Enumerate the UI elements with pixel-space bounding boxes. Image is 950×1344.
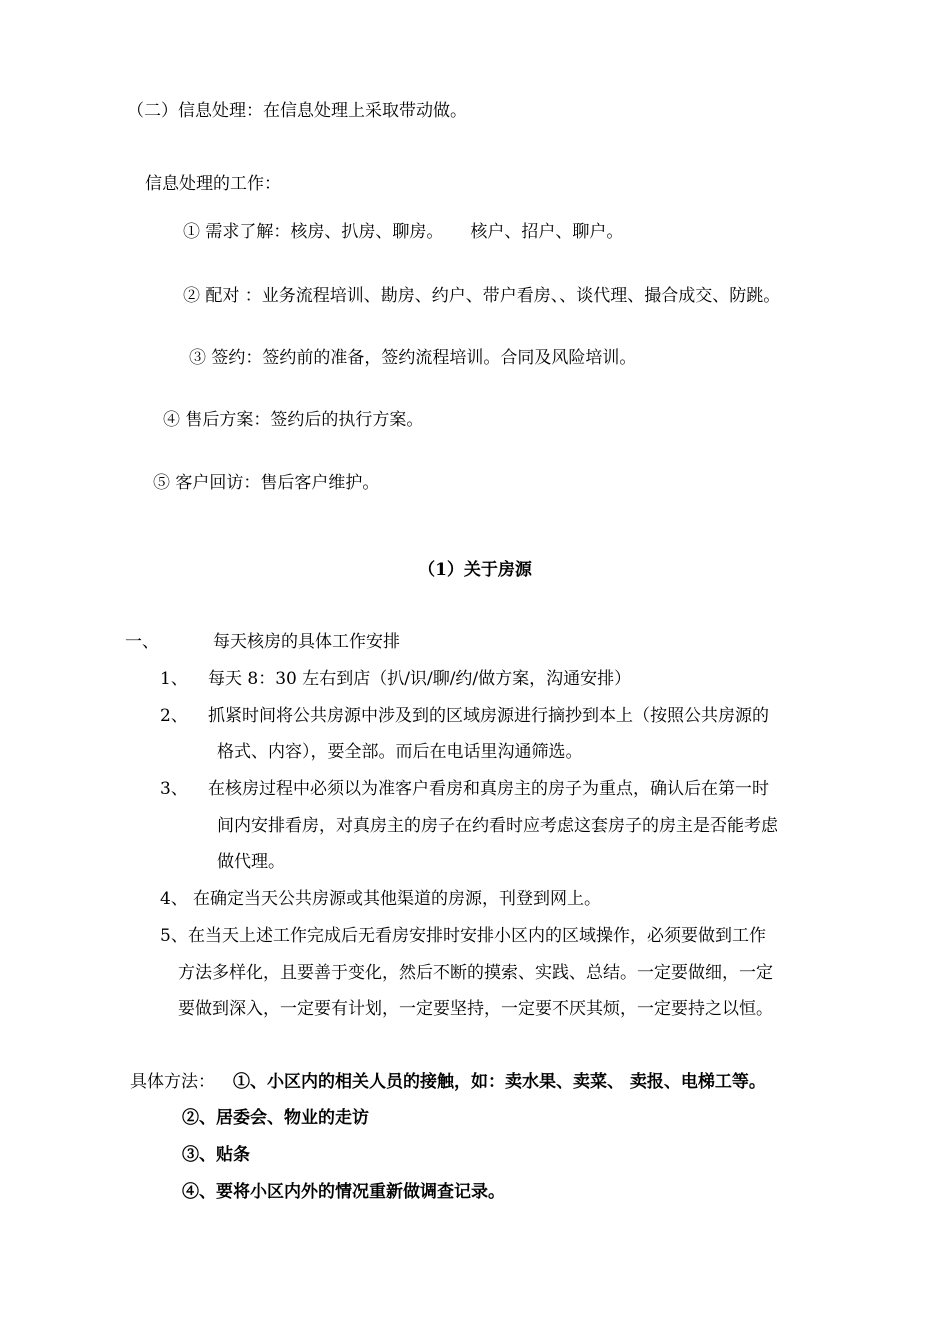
work-title: 信息处理的工作：: [145, 174, 281, 194]
methods-label: 具体方法：: [130, 1072, 215, 1092]
item-text: 要做到深入，一定要有计划，一定要坚持，一定要不厌其烦，一定要持之以恒。: [178, 999, 773, 1019]
item-text: 方法多样化，且要善于变化，然后不断的摸索、实践、总结。一定要做细，一定: [178, 963, 773, 983]
method-item: ①、小区内的相关人员的接触，如：卖水果、卖菜、 卖报、电梯工等。: [233, 1072, 766, 1092]
item-number: 5、: [160, 926, 188, 946]
method-item: ④、要将小区内外的情况重新做调查记录。: [182, 1182, 505, 1202]
item-text: 在确定当天公共房源或其他渠道的房源，刊登到网上。: [193, 889, 601, 909]
method-item: ③、贴条: [182, 1145, 250, 1165]
item-text: 在当天上述工作完成后无看房安排时安排小区内的区域操作，必须要做到工作: [188, 926, 766, 946]
item-number: 3、: [160, 779, 188, 799]
item-text: 做代理。: [217, 852, 285, 872]
method-item: ②、居委会、物业的走访: [182, 1108, 369, 1128]
item-text: 抓紧时间将公共房源中涉及到的区域房源进行摘抄到本上（按照公共房源的: [208, 706, 769, 726]
item-text: 在核房过程中必须以为准客户看房和真房主的房子为重点，确认后在第一时: [208, 779, 769, 799]
section-heading: （二）信息处理：在信息处理上采取带动做。: [127, 101, 467, 121]
item-text: 格式、内容），要全部。而后在电话里沟通筛选。: [217, 742, 583, 762]
item-number: 1、: [160, 669, 188, 689]
list-item: ② 配对 ：业务流程培训、勘房、约户、带户看房、、谈代理、撮合成交、防跳。: [183, 286, 781, 306]
list-item: ⑤ 客户回访：售后客户维护。: [153, 473, 380, 493]
item-number: 4、: [160, 889, 188, 909]
item-number: 2、: [160, 706, 188, 726]
item-text: 每天 8：30 左右到店（扒/识/聊/约/做方案，沟通安排）: [208, 669, 632, 689]
list-item: ③ 签约：签约前的准备，签约流程培训。合同及风险培训。: [189, 348, 637, 368]
part-number: 一、: [125, 632, 159, 652]
list-item: ① 需求了解：核房、扒房、聊房。 核户、招户、聊户。: [183, 222, 624, 242]
list-item: ④ 售后方案：签约后的执行方案。: [163, 410, 424, 430]
item-text: 间内安排看房，对真房主的房子在约看时应考虑这套房子的房主是否能考虑: [217, 816, 778, 836]
part-title: 每天核房的具体工作安排: [213, 632, 400, 652]
section-title: （1）关于房源: [418, 560, 532, 580]
